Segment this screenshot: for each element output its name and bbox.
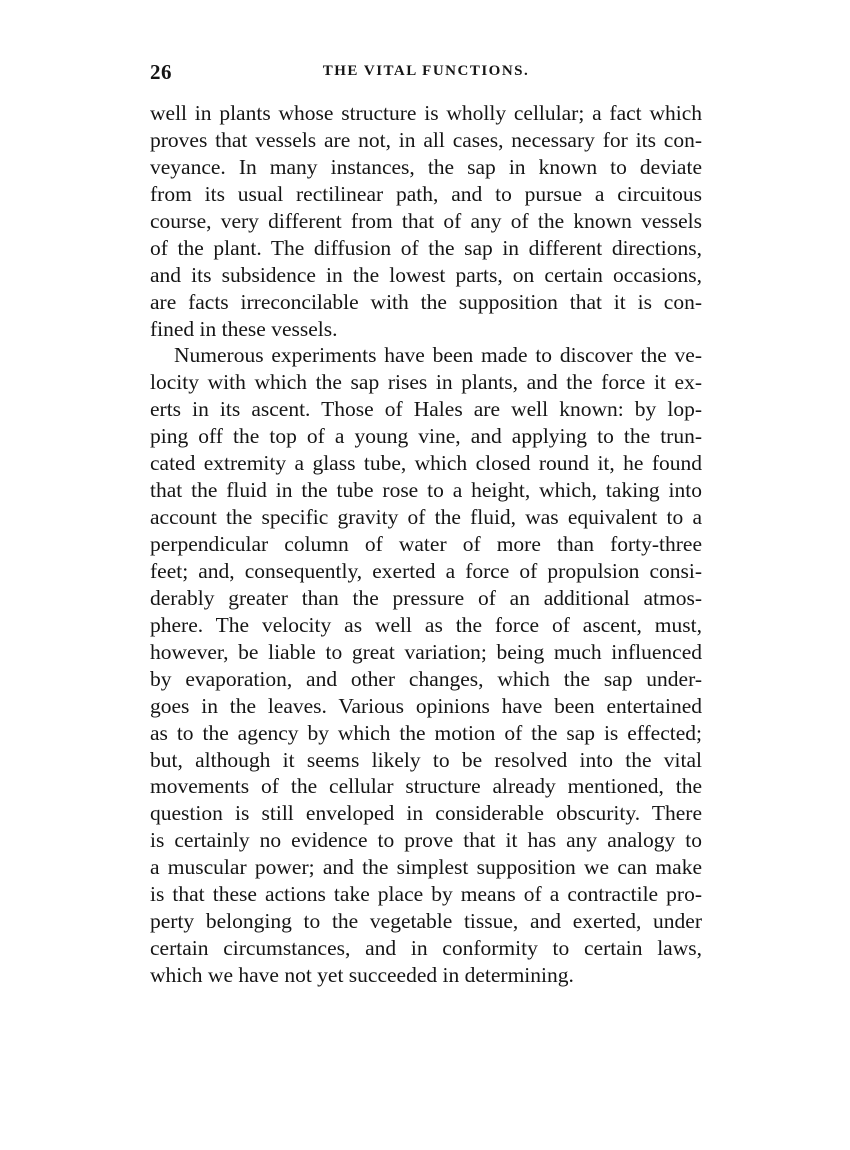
text-line: by evaporation, and other changes, which the sap under- xyxy=(150,666,702,691)
text-line: question is still enveloped in considerable obscurity. There xyxy=(150,801,702,826)
text-line: are facts irreconcilable with the supposition that it is con- xyxy=(150,289,702,314)
text-line: of the plant. The diffusion of the sap in different directions, xyxy=(150,235,702,260)
text-line: is certainly no evidence to prove that it has any analogy to xyxy=(150,828,702,853)
text-line: but, although it seems likely to be resolved into the vital xyxy=(150,747,702,772)
paragraph-end-line: fined in these vessels. xyxy=(150,316,338,341)
text-line: certain circumstances, and in conformity to certain laws, xyxy=(150,936,702,961)
text-line: cated extremity a glass tube, which closed round it, he found xyxy=(150,451,702,476)
text-line: account the specific gravity of the fluid, was equivalent to a xyxy=(150,505,702,530)
paragraph-first-line: Numerous experiments have been made to discover the ve- xyxy=(174,343,702,368)
text-line: locity with which the sap rises in plants, and the force it ex- xyxy=(150,370,702,395)
text-line: well in plants whose structure is wholly cellular; a fact which xyxy=(150,101,702,125)
text-line: ping off the top of a young vine, and applying to the trun- xyxy=(150,424,702,449)
text-line: perpendicular column of water of more than forty-three xyxy=(150,532,702,556)
text-line: derably greater than the pressure of an additional atmos- xyxy=(150,585,702,610)
text-line: erts in its ascent. Those of Hales are well known: by lop- xyxy=(150,397,702,422)
text-line: a muscular power; and the simplest supposition we can make xyxy=(150,855,702,880)
text-line: is that these actions take place by means of a contractile pro- xyxy=(150,882,702,907)
text-line: perty belonging to the vegetable tissue, and exerted, under xyxy=(150,909,702,934)
running-title: THE VITAL FUNCTIONS. xyxy=(322,63,530,79)
text-line: and its subsidence in the lowest parts, on certain occasions, xyxy=(150,262,702,287)
text-line: that the fluid in the tube rose to a height, which, taking into xyxy=(150,478,702,503)
text-line: phere. The velocity as well as the force of ascent, must, xyxy=(150,612,702,637)
text-line: veyance. In many instances, the sap in known to deviate xyxy=(150,154,702,179)
text-line: proves that vessels are not, in all cases, necessary for its con- xyxy=(150,127,702,152)
running-head xyxy=(150,60,702,86)
text-line: movements of the cellular structure already mentioned, the xyxy=(150,774,702,799)
body-text xyxy=(150,100,702,989)
text-line: as to the agency by which the motion of the sap is effected; xyxy=(150,720,702,745)
text-line: course, very different from that of any of the known vessels xyxy=(150,208,702,233)
paragraph-end-line: which we have not yet succeeded in determining. xyxy=(150,963,574,987)
text-line: goes in the leaves. Various opinions have been entertained xyxy=(150,693,702,718)
text-line: feet; and, consequently, exerted a force of propulsion consi- xyxy=(150,558,702,583)
page-number: 26 xyxy=(150,60,172,84)
text-line: from its usual rectilinear path, and to pursue a circuitous xyxy=(150,181,702,206)
text-line: however, be liable to great variation; being much influenced xyxy=(150,639,702,664)
